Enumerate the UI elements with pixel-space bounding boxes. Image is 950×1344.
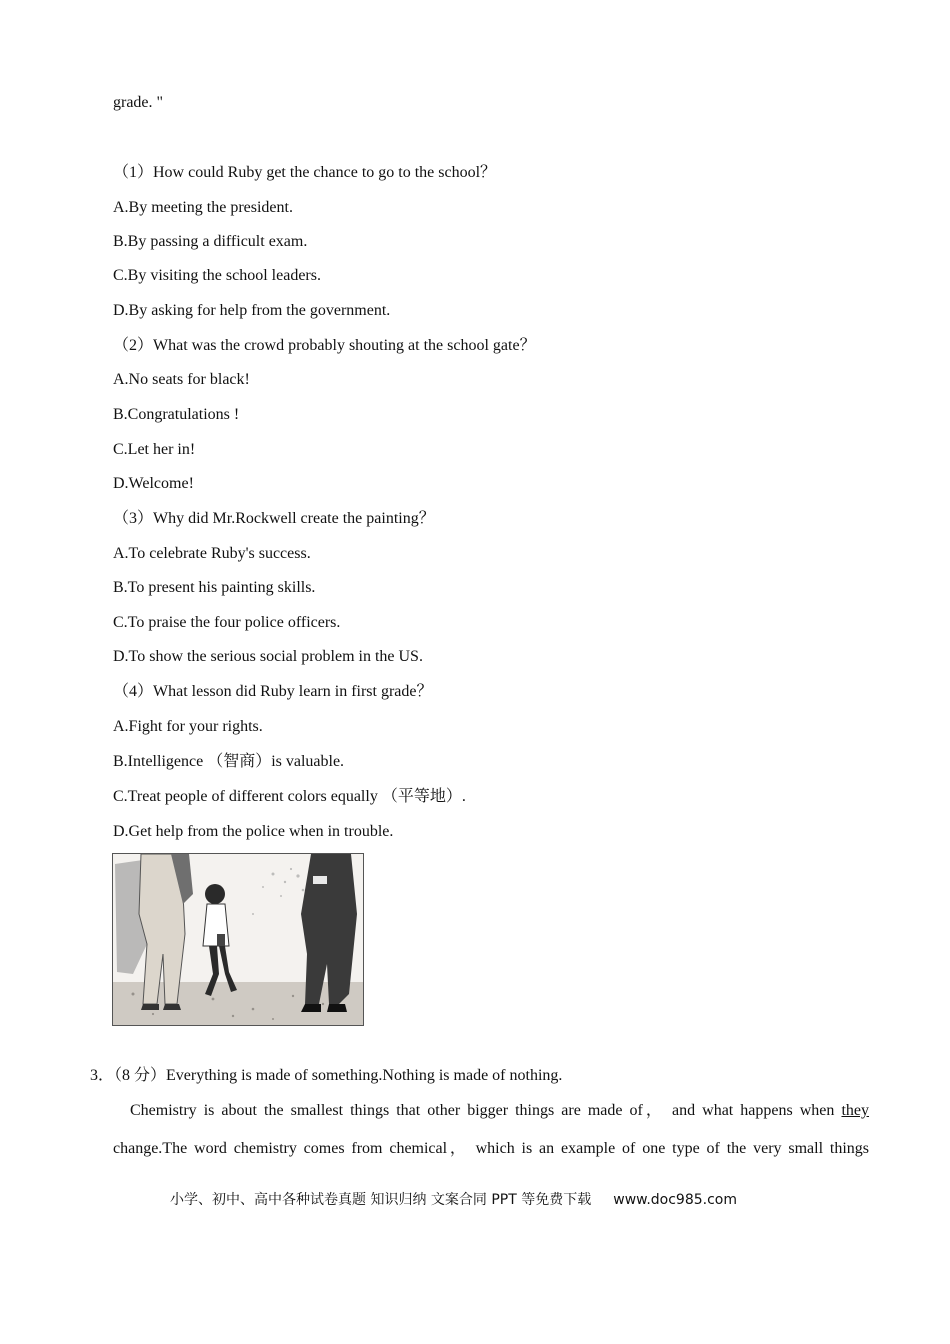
question-2-stem: （2）What was the crowd probably shouting at the school gate？ bbox=[113, 337, 536, 354]
question-3-option-a: A.To celebrate Ruby's success. bbox=[113, 545, 311, 562]
intro-tail: grade. " bbox=[113, 94, 164, 111]
question-3-number: 3．（8 分）Everything is made of something.Nothing is made of nothing. bbox=[90, 1067, 563, 1084]
passage-line-2: change.The word chemistry comes from chemical， which is an example of one type of the very small things bbox=[113, 1140, 869, 1157]
painting-illustration bbox=[112, 853, 364, 1026]
question-4-option-c: C.Treat people of different colors equally （平等地）. bbox=[113, 788, 466, 805]
question-4-option-d: D.Get help from the police when in trouble. bbox=[113, 823, 394, 840]
footer-text: 小学、初中、高中各种试卷真题 知识归纳 文案合同 PPT 等免费下载 bbox=[170, 1192, 592, 1208]
page-footer bbox=[170, 1190, 737, 1210]
question-3-option-c: C.To praise the four police officers. bbox=[113, 614, 341, 631]
question-3-option-d: D.To show the serious social problem in the US. bbox=[113, 648, 423, 665]
question-3-option-b: B.To present his painting skills. bbox=[113, 579, 316, 596]
question-2-option-a: A.No seats for black! bbox=[113, 371, 250, 388]
question-2-option-b: B.Congratulations ! bbox=[113, 406, 240, 423]
question-1-stem: （1）How could Ruby get the chance to go to the school？ bbox=[113, 164, 497, 181]
question-4-option-b: B.Intelligence （智商）is valuable. bbox=[113, 753, 345, 770]
question-2-option-c: C.Let her in! bbox=[113, 441, 196, 458]
question-4-option-a: A.Fight for your rights. bbox=[113, 718, 263, 735]
passage-line-1 bbox=[130, 1101, 869, 1121]
footer-website: www.doc985.com bbox=[613, 1192, 737, 1208]
painting-svg bbox=[113, 854, 363, 1025]
question-1-option-d: D.By asking for help from the government. bbox=[113, 302, 391, 319]
question-4-stem: （4）What lesson did Ruby learn in first grade？ bbox=[113, 683, 433, 700]
question-3-stem: （3）Why did Mr.Rockwell create the painting？ bbox=[113, 510, 435, 527]
underlined-word: they bbox=[841, 1102, 870, 1119]
question-1-option-b: B.By passing a difficult exam. bbox=[113, 233, 308, 250]
question-2-option-d: D.Welcome! bbox=[113, 475, 194, 492]
question-1-option-c: C.By visiting the school leaders. bbox=[113, 267, 321, 284]
passage-line-1-text: Chemistry is about the smallest things that other bigger things are made of， and what happens when bbox=[130, 1102, 842, 1119]
question-1-option-a: A.By meeting the president. bbox=[113, 199, 293, 216]
